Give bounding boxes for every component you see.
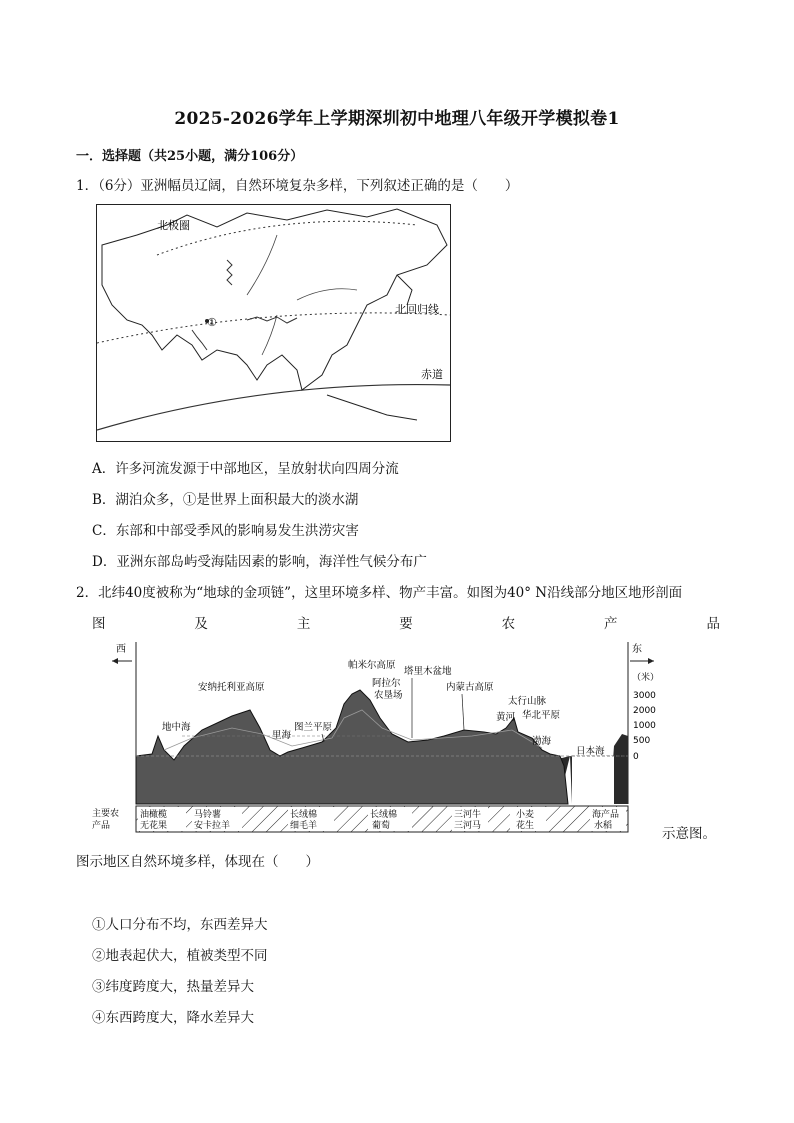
label-caspian: 里海 <box>272 730 292 741</box>
q2-statement-1: ①人口分布不均，东西差异大 <box>92 917 268 933</box>
stem-char: 产 <box>604 616 618 632</box>
asia-map <box>96 204 451 442</box>
terrain-profile <box>136 690 568 804</box>
east-label: 东 <box>632 644 642 655</box>
q1-option-a[interactable]: A．许多河流发源于中部地区，呈放射状向四周分流 <box>92 461 399 477</box>
label-pamir: 帕米尔高原 <box>348 660 396 671</box>
stem-char: 要 <box>399 616 413 632</box>
tropic-label: 北回归线 <box>395 303 439 316</box>
label-japan-sea: 日本海 <box>576 746 605 757</box>
tick-2000: 2000 <box>633 706 656 716</box>
himalaya-mountains <box>247 317 297 323</box>
terrain-profile-drawing <box>92 638 660 834</box>
stem-char: 品 <box>706 616 720 632</box>
question-2-stem: 2．北纬40度被称为“地球的金项链”，这里环境多样、物产丰富。如图为40° N沿线部分地区地形剖面 <box>76 585 683 601</box>
zagros-mountains <box>192 330 207 350</box>
product-4-line1: 长绒棉 <box>370 810 398 820</box>
product-3-line2: 细毛羊 <box>290 821 318 831</box>
product-7-line1: 海产品 <box>592 810 620 820</box>
marker-1-label: ① <box>207 316 217 329</box>
stem-char: 主 <box>296 616 311 632</box>
label-alar-farm: 农垦场 <box>374 690 403 701</box>
product-6-line2: 花生 <box>516 821 535 831</box>
q2-statement-2: ②地表起伏大，植被类型不同 <box>92 948 268 964</box>
stem-char: 图 <box>92 616 106 632</box>
river-east <box>297 289 357 300</box>
label-alar: 阿拉尔 <box>372 678 401 689</box>
question-1-stem: 1．（6分）亚洲幅员辽阔，自然环境复杂多样，下列叙述正确的是（ ） <box>76 178 519 194</box>
asia-coastline <box>102 209 447 390</box>
equator-label: 赤道 <box>421 368 443 381</box>
arctic-circle-label: 北极圈 <box>157 219 190 232</box>
tick-0: 0 <box>633 752 639 762</box>
label-anatolia: 安纳托利亚高原 <box>198 682 265 693</box>
q1-option-d[interactable]: D．亚洲东部岛屿受海陆因素的影响，海洋性气候分布广 <box>92 554 427 570</box>
tick-1000: 1000 <box>633 721 656 731</box>
question-2-stem-tail: 示意图。 <box>662 826 716 842</box>
river-south <box>262 315 277 355</box>
west-label: 西 <box>116 644 126 655</box>
leader-inner-mongolia <box>462 694 464 730</box>
product-2-line2: 安卡拉羊 <box>194 821 231 831</box>
product-3-line1: 长绒棉 <box>290 810 318 820</box>
label-tarim: 塔里木盆地 <box>404 666 452 677</box>
product-1-line1: 油橄榄 <box>140 810 168 820</box>
japan-islands <box>397 275 412 305</box>
east-arrowhead <box>648 658 654 664</box>
stem-char: 及 <box>194 616 208 632</box>
product-4-line2: 葡萄 <box>372 821 391 831</box>
question-2-stem-cont <box>92 612 720 632</box>
tick-3000: 3000 <box>633 691 656 701</box>
elevation-axis <box>633 691 656 762</box>
product-5-line2: 三河马 <box>454 821 482 831</box>
label-taihang: 太行山脉 <box>508 696 547 707</box>
unit-label: （米） <box>632 673 660 683</box>
product-6-line1: 小麦 <box>516 810 535 820</box>
product-7-line2: 水稻 <box>594 821 613 831</box>
terrain-profile-figure <box>92 638 660 834</box>
southeast-islands <box>327 395 417 420</box>
q2-statement-4: ④东西跨度大，降水差异大 <box>92 1010 254 1026</box>
tick-500: 500 <box>633 736 651 746</box>
label-mediterranean: 地中海 <box>162 722 191 733</box>
ural-mountains <box>227 260 232 285</box>
q1-option-c[interactable]: C．东部和中部受季风的影响易发生洪涝灾害 <box>92 523 359 539</box>
product-5-line1: 三河牛 <box>454 810 482 820</box>
asia-map-drawing <box>97 205 450 441</box>
label-north-china: 华北平原 <box>522 710 561 721</box>
west-arrowhead <box>112 658 118 664</box>
q2-statement-3: ③纬度跨度大，热量差异大 <box>92 979 254 995</box>
equator-line <box>97 385 450 430</box>
stem-char: 农 <box>501 616 516 632</box>
product-2-line1: 马铃薯 <box>194 810 222 820</box>
q1-option-b[interactable]: B．湖泊众多，①是世界上面积最大的淡水湖 <box>92 492 359 508</box>
label-inner-mongolia: 内蒙古高原 <box>446 682 494 693</box>
river-north <box>247 235 277 295</box>
label-bohai: 渤海 <box>532 736 552 747</box>
label-yellow-river: 黄河 <box>496 712 516 723</box>
page-title: 2025-2026学年上学期深圳初中地理八年级开学模拟卷1 <box>174 109 620 129</box>
japan-sea-area <box>572 756 614 804</box>
question-2-ask: 图示地区自然环境多样，体现在（ ） <box>76 854 319 870</box>
products-header-1: 主要农 <box>92 809 120 819</box>
product-1-line2: 无花果 <box>140 821 168 831</box>
label-turan: 图兰平原 <box>294 722 333 733</box>
arctic-circle-line <box>157 221 417 255</box>
section-heading: 一．选择题（共25小题，满分106分） <box>76 149 304 164</box>
products-header-2: 产品 <box>92 821 111 831</box>
